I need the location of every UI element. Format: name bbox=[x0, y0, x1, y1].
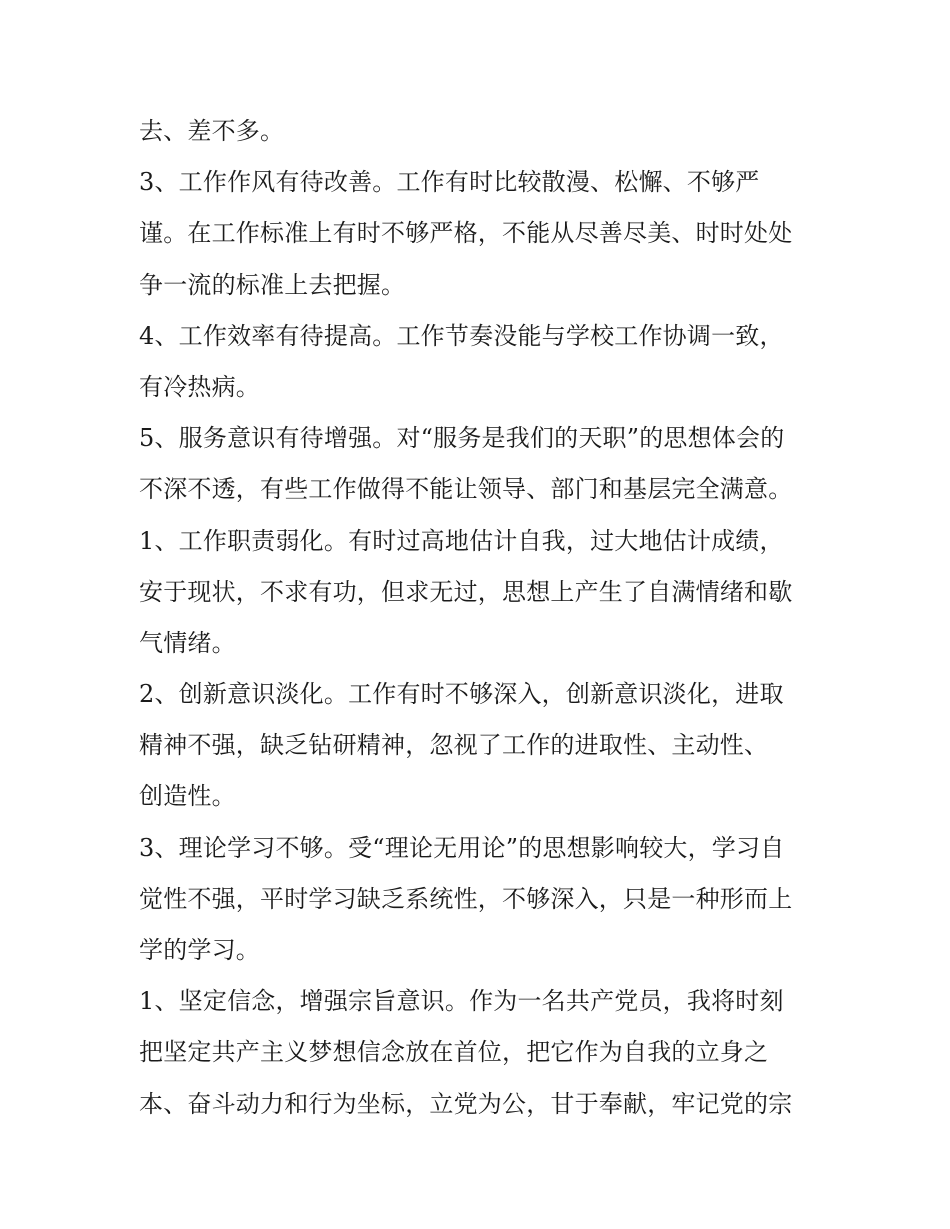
text-line: 本、奋斗动力和行为坐标，立党为公，甘于奉献，牢记党的宗 bbox=[139, 1089, 793, 1118]
text-line: 创造性。 bbox=[139, 782, 236, 811]
text-line: 争一流的标准上去把握。 bbox=[139, 270, 406, 299]
text-line: 精神不强，缺乏钻研精神，忽视了工作的进取性、主动性、 bbox=[139, 731, 769, 760]
text-line: 把坚定共产主义梦想信念放在首位，把它作为自我的立身之 bbox=[139, 1038, 769, 1067]
text-line: 1、坚定信念，增强宗旨意识。作为一名共产党员，我将时刻 bbox=[139, 987, 784, 1016]
text-line: 4、工作效率有待提高。工作节奏没能与学校工作协调一致， bbox=[139, 321, 784, 350]
text-line: 学的学习。 bbox=[139, 936, 260, 964]
text-line: 1、工作职责弱化。有时过高地估计自我，过大地估计成绩， bbox=[139, 526, 784, 555]
text-line: 去、差不多。 bbox=[139, 117, 285, 145]
text-line: 有冷热病。 bbox=[139, 372, 260, 401]
text-line: 觉性不强，平时学习缺乏系统性，不够深入，只是一种形而上 bbox=[139, 884, 793, 913]
text-line: 3、工作作风有待改善。工作有时比较散漫、松懈、不够严 bbox=[139, 168, 760, 197]
text-line: 3、理论学习不够。受“理论无用论”的思想影响较大，学习自 bbox=[139, 833, 785, 862]
text-line: 2、创新意识淡化。工作有时不够深入，创新意识淡化，进取 bbox=[139, 680, 784, 709]
text-line: 不深不透，有些工作做得不能让领导、部门和基层完全满意。 bbox=[139, 475, 793, 504]
text-line: 谨。在工作标准上有时不够严格，不能从尽善尽美、时时处处 bbox=[139, 219, 793, 248]
document-body bbox=[139, 106, 829, 1130]
text-line: 安于现状，不求有功，但求无过，思想上产生了自满情绪和歇 bbox=[139, 577, 793, 606]
text-line: 气情绪。 bbox=[139, 628, 236, 657]
text-line: 5、服务意识有待增强。对“服务是我们的天职”的思想体会的 bbox=[139, 424, 785, 453]
